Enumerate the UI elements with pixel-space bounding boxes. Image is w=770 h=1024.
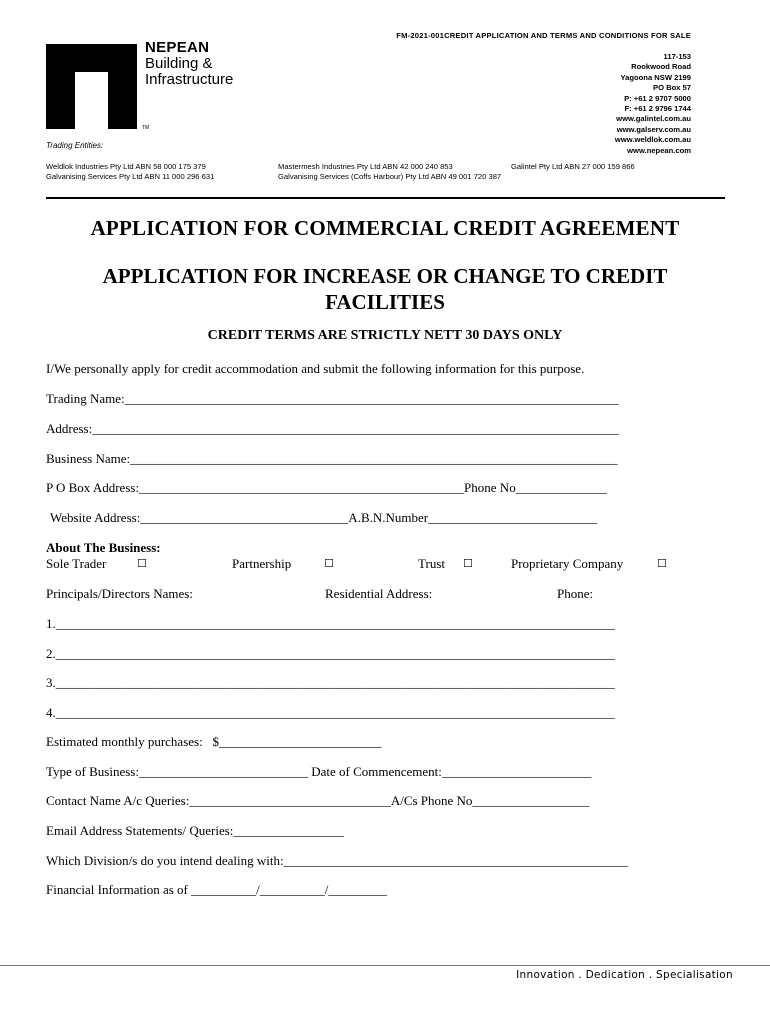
page-subtitle: APPLICATION FOR INCREASE OR CHANGE TO CREDIT FACILITIES <box>102 264 668 314</box>
brand-name <box>145 40 233 87</box>
entities-right <box>511 162 635 172</box>
partnership-label: Partnership <box>232 556 292 571</box>
entity-line: Weldlok Industries Pty Ltd ABN 58 000 175 379 <box>46 162 206 171</box>
contact-line: P: +61 2 9707 5000 <box>624 93 691 103</box>
po-box-phone-field[interactable]: P O Box Address:__________________________________________________Phone No______________ <box>46 480 607 495</box>
address-field[interactable]: Address:_________________________________________________________________________________ <box>46 421 619 436</box>
principal-line-1[interactable]: 1.______________________________________________________________________________________ <box>46 616 615 631</box>
page-title: APPLICATION FOR COMMERCIAL CREDIT AGREEMENT <box>90 216 680 240</box>
contact-line: PO Box 57 <box>653 83 691 93</box>
website-abn-field[interactable]: Website Address:________________________________A.B.N.Number__________________________ <box>50 510 598 525</box>
trading-entities-label: Trading Entities: <box>46 141 104 150</box>
proprietary-company-checkbox[interactable]: ☐ <box>657 557 667 570</box>
contact-line: 117-153 <box>663 52 691 61</box>
entities-middle <box>278 162 501 181</box>
trademark-mark: TM <box>142 125 150 131</box>
footer-tagline: Innovation . Dedication . Specialisation <box>516 969 733 981</box>
entity-line: Galvanising Services (Coffs Harbour) Pty Ltd ABN 49 001 720 387 <box>278 171 502 181</box>
business-name-field[interactable]: Business Name:___________________________________________________________________________ <box>46 451 618 466</box>
trading-name-field[interactable]: Trading Name:____________________________________________________________________________ <box>46 391 619 406</box>
brand-line-1: NEPEAN <box>145 39 210 56</box>
principals-phone-header: Phone: <box>557 586 594 601</box>
entity-line: Mastermesh Industries Pty Ltd ABN 42 000 240 853 <box>278 162 453 171</box>
contact-line: www.weldlok.com.au <box>614 135 691 145</box>
contact-name-field[interactable]: Contact Name A/c Queries:_______________________________A/Cs Phone No__________________ <box>46 793 590 808</box>
brand-line-2: Building & <box>145 55 213 72</box>
form-code: FM-2021-001CREDIT APPLICATION AND TERMS AND CONDITIONS FOR SALE <box>396 31 691 40</box>
principal-line-3[interactable]: 3.______________________________________________________________________________________ <box>46 675 615 690</box>
contact-line: Rookwood Road <box>631 62 691 72</box>
entity-line: Galvanising Services Pty Ltd ABN 11 000 296 631 <box>46 171 215 181</box>
principals-names-header: Principals/Directors Names: <box>46 586 193 601</box>
financial-info-field[interactable]: Financial Information as of __________/__________/_________ <box>46 882 387 897</box>
sole-trader-label: Sole Trader <box>46 556 107 571</box>
header-divider <box>46 197 725 199</box>
nepean-logo-icon <box>46 44 137 129</box>
brand-line-3: Infrastructure <box>145 71 234 88</box>
credit-terms-notice: CREDIT TERMS ARE STRICTLY NETT 30 DAYS ONLY <box>207 328 563 343</box>
footer-divider <box>0 965 770 966</box>
contact-line: www.nepean.com <box>627 145 691 155</box>
monthly-purchases-field[interactable]: Estimated monthly purchases: $_________________________ <box>46 734 382 749</box>
principal-line-4[interactable]: 4.______________________________________________________________________________________ <box>46 705 615 720</box>
partnership-checkbox[interactable]: ☐ <box>324 557 334 570</box>
residential-address-header: Residential Address: <box>325 586 433 601</box>
contact-block <box>615 52 691 156</box>
type-of-business-field[interactable]: Type of Business:__________________________ Date of Commencement:_______________________ <box>46 764 592 779</box>
trust-label: Trust <box>418 556 445 571</box>
contact-line: www.galserv.com.au <box>616 124 691 134</box>
contact-line: www.galintel.com.au <box>616 114 691 124</box>
division-field[interactable]: Which Division/s do you intend dealing with:_____________________________________________________ <box>46 853 629 868</box>
contact-line: Yagoona NSW 2199 <box>620 72 691 82</box>
sole-trader-checkbox[interactable]: ☐ <box>137 557 147 570</box>
entities-left <box>46 162 214 181</box>
principal-line-2[interactable]: 2.______________________________________________________________________________________ <box>46 646 615 661</box>
entity-line: Galintel Pty Ltd ABN 27 000 159 866 <box>511 162 635 171</box>
intro-text: I/We personally apply for credit accommodation and submit the following information for this purpose. <box>46 361 585 376</box>
trust-checkbox[interactable]: ☐ <box>463 557 473 570</box>
about-business-label: About The Business: <box>46 540 161 555</box>
proprietary-company-label: Proprietary Company <box>511 556 624 571</box>
contact-line: F: +61 2 9796 1744 <box>624 104 691 114</box>
email-address-field[interactable]: Email Address Statements/ Queries:_________________ <box>46 823 344 838</box>
